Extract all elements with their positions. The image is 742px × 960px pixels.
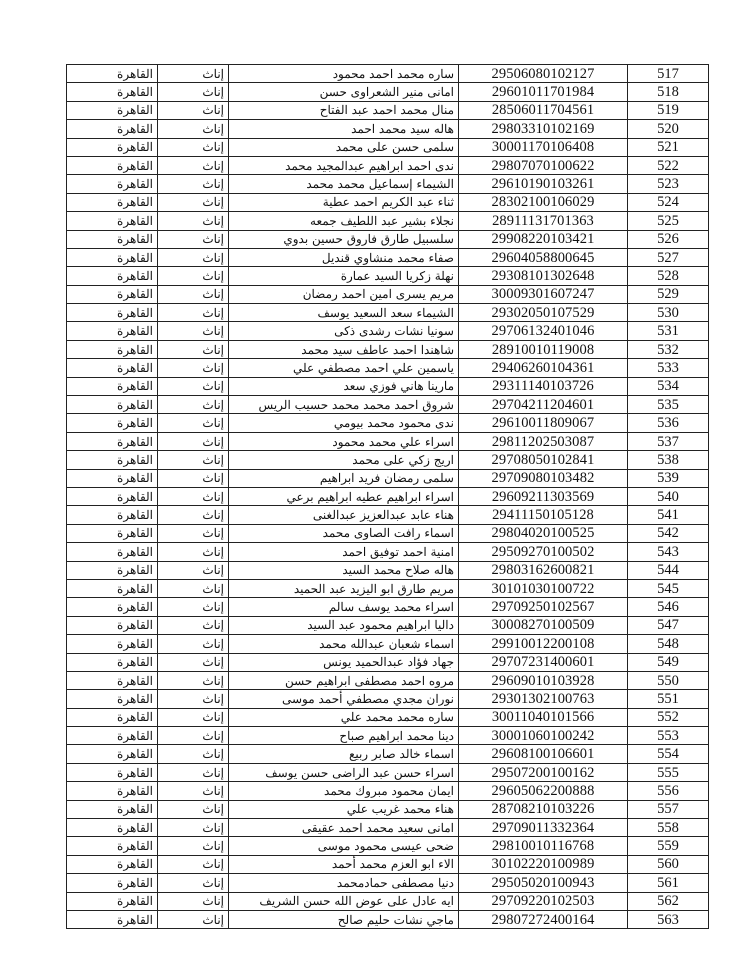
name-cell: هاله صلاح محمد السيد	[229, 561, 459, 579]
name-cell: الاء ابو العزم محمد أحمد	[229, 855, 459, 873]
row-number-cell: 545	[628, 579, 709, 597]
table-row	[67, 212, 709, 230]
row-number-cell: 549	[628, 653, 709, 671]
row-number-cell: 544	[628, 561, 709, 579]
city-cell: القاهرة	[67, 543, 158, 561]
national-id-cell: 30001170106408	[459, 138, 628, 156]
city-cell: القاهرة	[67, 340, 158, 358]
city-cell: القاهرة	[67, 230, 158, 248]
gender-cell: إناث	[158, 65, 229, 83]
row-number-cell: 533	[628, 359, 709, 377]
row-number-cell: 537	[628, 432, 709, 450]
table-row	[67, 892, 709, 910]
row-number-cell: 525	[628, 212, 709, 230]
city-cell: القاهرة	[67, 451, 158, 469]
table-row	[67, 285, 709, 303]
gender-cell: إناث	[158, 83, 229, 101]
city-cell: القاهرة	[67, 469, 158, 487]
name-cell: ايه عادل على عوض الله حسن الشريف	[229, 892, 459, 910]
table-row	[67, 396, 709, 414]
name-cell: نهلة زكريا السيد عمارة	[229, 267, 459, 285]
gender-cell: إناث	[158, 267, 229, 285]
city-cell: القاهرة	[67, 579, 158, 597]
row-number-cell: 561	[628, 874, 709, 892]
row-number-cell: 547	[628, 616, 709, 634]
row-number-cell: 536	[628, 414, 709, 432]
name-cell: ضحى عيسى محمود موسى	[229, 837, 459, 855]
national-id-cell: 29908220103421	[459, 230, 628, 248]
national-id-cell: 29302050107529	[459, 304, 628, 322]
gender-cell: إناث	[158, 782, 229, 800]
national-id-cell: 29609211303569	[459, 487, 628, 505]
table-row	[67, 635, 709, 653]
city-cell: القاهرة	[67, 855, 158, 873]
city-cell: القاهرة	[67, 653, 158, 671]
gender-cell: إناث	[158, 359, 229, 377]
row-number-cell: 538	[628, 451, 709, 469]
gender-cell: إناث	[158, 120, 229, 138]
name-cell: ماجي نشات حليم صالح	[229, 910, 459, 928]
gender-cell: إناث	[158, 193, 229, 211]
table-row	[67, 910, 709, 928]
name-cell: ساره محمد محمد علي	[229, 708, 459, 726]
name-cell: داليا ابراهيم محمود عبد السيد	[229, 616, 459, 634]
name-cell: اسماء رافت الصاوى محمد	[229, 524, 459, 542]
row-number-cell: 554	[628, 745, 709, 763]
name-cell: اسراء حسن عبد الراضى حسن يوسف	[229, 763, 459, 781]
gender-cell: إناث	[158, 414, 229, 432]
name-cell: ايمان محمود مبروك محمد	[229, 782, 459, 800]
table-row	[67, 267, 709, 285]
name-cell: اسراء ابراهيم عطيه ابراهيم برعي	[229, 487, 459, 505]
name-cell: اسماء شعبان عبدالله محمد	[229, 635, 459, 653]
national-id-cell: 29803310102169	[459, 120, 628, 138]
national-id-cell: 29601011701984	[459, 83, 628, 101]
gender-cell: إناث	[158, 340, 229, 358]
gender-cell: إناث	[158, 304, 229, 322]
national-id-cell: 29604058800645	[459, 248, 628, 266]
name-cell: اسماء خالد صابر ربيع	[229, 745, 459, 763]
national-id-cell: 30009301607247	[459, 285, 628, 303]
national-id-cell: 30101030100722	[459, 579, 628, 597]
gender-cell: إناث	[158, 616, 229, 634]
city-cell: القاهرة	[67, 745, 158, 763]
national-id-cell: 29709220102503	[459, 892, 628, 910]
row-number-cell: 563	[628, 910, 709, 928]
name-cell: اسراء علي محمد محمود	[229, 432, 459, 450]
table-row	[67, 304, 709, 322]
row-number-cell: 548	[628, 635, 709, 653]
table-row	[67, 340, 709, 358]
name-cell: شاهندا احمد عاطف سيد محمد	[229, 340, 459, 358]
name-cell: صفاء محمد منشاوي قنديل	[229, 248, 459, 266]
table-row	[67, 745, 709, 763]
city-cell: القاهرة	[67, 359, 158, 377]
city-cell: القاهرة	[67, 432, 158, 450]
table-row	[67, 469, 709, 487]
name-cell: سونيا نشات رشدى ذكى	[229, 322, 459, 340]
row-number-cell: 527	[628, 248, 709, 266]
gender-cell: إناث	[158, 763, 229, 781]
gender-cell: إناث	[158, 543, 229, 561]
row-number-cell: 523	[628, 175, 709, 193]
gender-cell: إناث	[158, 745, 229, 763]
row-number-cell: 521	[628, 138, 709, 156]
city-cell: القاهرة	[67, 65, 158, 83]
city-cell: القاهرة	[67, 248, 158, 266]
table-row	[67, 561, 709, 579]
table-row	[67, 432, 709, 450]
name-cell: امنية احمد توفيق احمد	[229, 543, 459, 561]
row-number-cell: 528	[628, 267, 709, 285]
row-number-cell: 530	[628, 304, 709, 322]
gender-cell: إناث	[158, 837, 229, 855]
name-cell: سلسبيل طارق فاروق حسين بدوي	[229, 230, 459, 248]
table-row	[67, 800, 709, 818]
national-id-cell: 29910012200108	[459, 635, 628, 653]
city-cell: القاهرة	[67, 414, 158, 432]
table-row	[67, 837, 709, 855]
city-cell: القاهرة	[67, 83, 158, 101]
table-row	[67, 175, 709, 193]
row-number-cell: 559	[628, 837, 709, 855]
name-cell: ساره محمد احمد محمود	[229, 65, 459, 83]
row-number-cell: 522	[628, 156, 709, 174]
table-row	[67, 543, 709, 561]
city-cell: القاهرة	[67, 304, 158, 322]
name-cell: نوران مجدي مصطفي أحمد موسى	[229, 690, 459, 708]
city-cell: القاهرة	[67, 175, 158, 193]
city-cell: القاهرة	[67, 101, 158, 119]
gender-cell: إناث	[158, 487, 229, 505]
gender-cell: إناث	[158, 727, 229, 745]
name-cell: اريج زكي على محمد	[229, 451, 459, 469]
national-id-cell: 28302100106029	[459, 193, 628, 211]
name-cell: دنيا مصطفى حمادمحمد	[229, 874, 459, 892]
city-cell: القاهرة	[67, 763, 158, 781]
name-cell: الشيماء سعد السعيد يوسف	[229, 304, 459, 322]
row-number-cell: 519	[628, 101, 709, 119]
gender-cell: إناث	[158, 377, 229, 395]
table-row	[67, 579, 709, 597]
national-id-cell: 29605062200888	[459, 782, 628, 800]
name-cell: مريم طارق ابو اليزيد عبد الحميد	[229, 579, 459, 597]
table-row	[67, 855, 709, 873]
row-number-cell: 539	[628, 469, 709, 487]
national-id-cell: 29509270100502	[459, 543, 628, 561]
table-row	[67, 653, 709, 671]
national-id-cell: 29507200100162	[459, 763, 628, 781]
table-row	[67, 414, 709, 432]
national-id-cell: 29803162600821	[459, 561, 628, 579]
table-row	[67, 671, 709, 689]
gender-cell: إناث	[158, 635, 229, 653]
table-row	[67, 524, 709, 542]
table-row	[67, 156, 709, 174]
gender-cell: إناث	[158, 175, 229, 193]
gender-cell: إناث	[158, 451, 229, 469]
national-id-cell: 29704211204601	[459, 396, 628, 414]
city-cell: القاهرة	[67, 212, 158, 230]
row-number-cell: 524	[628, 193, 709, 211]
national-id-cell: 29810010116768	[459, 837, 628, 855]
name-cell: هناء عابد عبدالعزيز عبدالغنى	[229, 506, 459, 524]
national-id-cell: 30102220100989	[459, 855, 628, 873]
gender-cell: إناث	[158, 396, 229, 414]
gender-cell: إناث	[158, 874, 229, 892]
gender-cell: إناث	[158, 156, 229, 174]
table-row	[67, 193, 709, 211]
city-cell: القاهرة	[67, 193, 158, 211]
row-number-cell: 543	[628, 543, 709, 561]
name-cell: دينا محمد ابراهيم صباح	[229, 727, 459, 745]
table-row	[67, 101, 709, 119]
gender-cell: إناث	[158, 690, 229, 708]
name-cell: ندى احمد ابراهيم عبدالمجيد محمد	[229, 156, 459, 174]
row-number-cell: 562	[628, 892, 709, 910]
table-row	[67, 65, 709, 83]
city-cell: القاهرة	[67, 377, 158, 395]
gender-cell: إناث	[158, 579, 229, 597]
name-cell: ثناء عبد الكريم احمد عطية	[229, 193, 459, 211]
national-id-cell: 29506080102127	[459, 65, 628, 83]
city-cell: القاهرة	[67, 598, 158, 616]
national-id-cell: 29505020100943	[459, 874, 628, 892]
name-cell: هناء محمد غريب علي	[229, 800, 459, 818]
city-cell: القاهرة	[67, 120, 158, 138]
row-number-cell: 535	[628, 396, 709, 414]
gender-cell: إناث	[158, 910, 229, 928]
gender-cell: إناث	[158, 671, 229, 689]
name-cell: نجلاء بشير عبد اللطيف جمعه	[229, 212, 459, 230]
roster-body	[67, 65, 709, 929]
gender-cell: إناث	[158, 855, 229, 873]
city-cell: القاهرة	[67, 322, 158, 340]
city-cell: القاهرة	[67, 156, 158, 174]
table-row	[67, 819, 709, 837]
national-id-cell: 29804020100525	[459, 524, 628, 542]
city-cell: القاهرة	[67, 487, 158, 505]
name-cell: سلمى رمضان فريد ابراهيم	[229, 469, 459, 487]
table-row	[67, 690, 709, 708]
national-id-cell: 28910010119008	[459, 340, 628, 358]
row-number-cell: 552	[628, 708, 709, 726]
table-row	[67, 359, 709, 377]
table-row	[67, 874, 709, 892]
row-number-cell: 526	[628, 230, 709, 248]
row-number-cell: 541	[628, 506, 709, 524]
gender-cell: إناث	[158, 285, 229, 303]
national-id-cell: 29707231400601	[459, 653, 628, 671]
table-row	[67, 506, 709, 524]
city-cell: القاهرة	[67, 892, 158, 910]
national-id-cell: 29610011809067	[459, 414, 628, 432]
row-number-cell: 540	[628, 487, 709, 505]
row-number-cell: 529	[628, 285, 709, 303]
roster-table	[66, 64, 709, 929]
table-row	[67, 83, 709, 101]
national-id-cell: 29807272400164	[459, 910, 628, 928]
name-cell: الشيماء إسماعيل محمد محمد	[229, 175, 459, 193]
city-cell: القاهرة	[67, 285, 158, 303]
national-id-cell: 28911131701363	[459, 212, 628, 230]
city-cell: القاهرة	[67, 506, 158, 524]
name-cell: مروه احمد مصطفى ابراهيم حسن	[229, 671, 459, 689]
national-id-cell: 29301302100763	[459, 690, 628, 708]
row-number-cell: 546	[628, 598, 709, 616]
national-id-cell: 29406260104361	[459, 359, 628, 377]
table-row	[67, 727, 709, 745]
city-cell: القاهرة	[67, 138, 158, 156]
name-cell: هاله سيد محمد احمد	[229, 120, 459, 138]
city-cell: القاهرة	[67, 561, 158, 579]
gender-cell: إناث	[158, 230, 229, 248]
gender-cell: إناث	[158, 800, 229, 818]
national-id-cell: 29709080103482	[459, 469, 628, 487]
gender-cell: إناث	[158, 469, 229, 487]
table-row	[67, 616, 709, 634]
table-row	[67, 763, 709, 781]
row-number-cell: 557	[628, 800, 709, 818]
gender-cell: إناث	[158, 708, 229, 726]
national-id-cell: 29807070100622	[459, 156, 628, 174]
city-cell: القاهرة	[67, 727, 158, 745]
name-cell: جهاد فؤاد عبدالحميد يونس	[229, 653, 459, 671]
national-id-cell: 30001060100242	[459, 727, 628, 745]
city-cell: القاهرة	[67, 267, 158, 285]
name-cell: امانى سعيد محمد احمد عقيقى	[229, 819, 459, 837]
national-id-cell: 29411150105128	[459, 506, 628, 524]
national-id-cell: 29609010103928	[459, 671, 628, 689]
city-cell: القاهرة	[67, 708, 158, 726]
row-number-cell: 553	[628, 727, 709, 745]
gender-cell: إناث	[158, 138, 229, 156]
table-row	[67, 138, 709, 156]
national-id-cell: 29308101302648	[459, 267, 628, 285]
row-number-cell: 517	[628, 65, 709, 83]
national-id-cell: 28708210103226	[459, 800, 628, 818]
row-number-cell: 556	[628, 782, 709, 800]
city-cell: القاهرة	[67, 910, 158, 928]
name-cell: ندى محمود محمد بيومي	[229, 414, 459, 432]
table-row	[67, 377, 709, 395]
city-cell: القاهرة	[67, 671, 158, 689]
gender-cell: إناث	[158, 819, 229, 837]
gender-cell: إناث	[158, 561, 229, 579]
gender-cell: إناث	[158, 653, 229, 671]
national-id-cell: 29709011332364	[459, 819, 628, 837]
national-id-cell: 29610190103261	[459, 175, 628, 193]
row-number-cell: 555	[628, 763, 709, 781]
roster-sheet	[66, 64, 709, 929]
table-row	[67, 451, 709, 469]
city-cell: القاهرة	[67, 616, 158, 634]
name-cell: شروق احمد محمد محمد حسيب الريس	[229, 396, 459, 414]
gender-cell: إناث	[158, 506, 229, 524]
name-cell: اسراء محمد يوسف سالم	[229, 598, 459, 616]
name-cell: منال محمد احمد عبد الفتاح	[229, 101, 459, 119]
name-cell: امانى منير الشعراوى حسن	[229, 83, 459, 101]
national-id-cell: 29708050102841	[459, 451, 628, 469]
gender-cell: إناث	[158, 322, 229, 340]
city-cell: القاهرة	[67, 635, 158, 653]
national-id-cell: 29608100106601	[459, 745, 628, 763]
table-row	[67, 248, 709, 266]
table-row	[67, 598, 709, 616]
name-cell: ياسمين علي احمد مصطفي علي	[229, 359, 459, 377]
city-cell: القاهرة	[67, 690, 158, 708]
name-cell: سلمى حسن على محمد	[229, 138, 459, 156]
row-number-cell: 531	[628, 322, 709, 340]
city-cell: القاهرة	[67, 837, 158, 855]
name-cell: مريم يسرى امين احمد رمضان	[229, 285, 459, 303]
national-id-cell: 28506011704561	[459, 101, 628, 119]
city-cell: القاهرة	[67, 874, 158, 892]
national-id-cell: 29709250102567	[459, 598, 628, 616]
national-id-cell: 30011040101566	[459, 708, 628, 726]
row-number-cell: 551	[628, 690, 709, 708]
gender-cell: إناث	[158, 432, 229, 450]
row-number-cell: 532	[628, 340, 709, 358]
gender-cell: إناث	[158, 598, 229, 616]
city-cell: القاهرة	[67, 396, 158, 414]
national-id-cell: 29706132401046	[459, 322, 628, 340]
city-cell: القاهرة	[67, 819, 158, 837]
row-number-cell: 558	[628, 819, 709, 837]
gender-cell: إناث	[158, 101, 229, 119]
gender-cell: إناث	[158, 524, 229, 542]
row-number-cell: 518	[628, 83, 709, 101]
national-id-cell: 29311140103726	[459, 377, 628, 395]
table-row	[67, 487, 709, 505]
row-number-cell: 542	[628, 524, 709, 542]
gender-cell: إناث	[158, 248, 229, 266]
table-row	[67, 322, 709, 340]
national-id-cell: 29811202503087	[459, 432, 628, 450]
table-row	[67, 708, 709, 726]
national-id-cell: 30008270100509	[459, 616, 628, 634]
city-cell: القاهرة	[67, 782, 158, 800]
gender-cell: إناث	[158, 892, 229, 910]
table-row	[67, 782, 709, 800]
row-number-cell: 560	[628, 855, 709, 873]
row-number-cell: 550	[628, 671, 709, 689]
city-cell: القاهرة	[67, 524, 158, 542]
city-cell: القاهرة	[67, 800, 158, 818]
name-cell: مارينا هاني فوزي سعد	[229, 377, 459, 395]
gender-cell: إناث	[158, 212, 229, 230]
table-row	[67, 230, 709, 248]
table-row	[67, 120, 709, 138]
row-number-cell: 520	[628, 120, 709, 138]
row-number-cell: 534	[628, 377, 709, 395]
